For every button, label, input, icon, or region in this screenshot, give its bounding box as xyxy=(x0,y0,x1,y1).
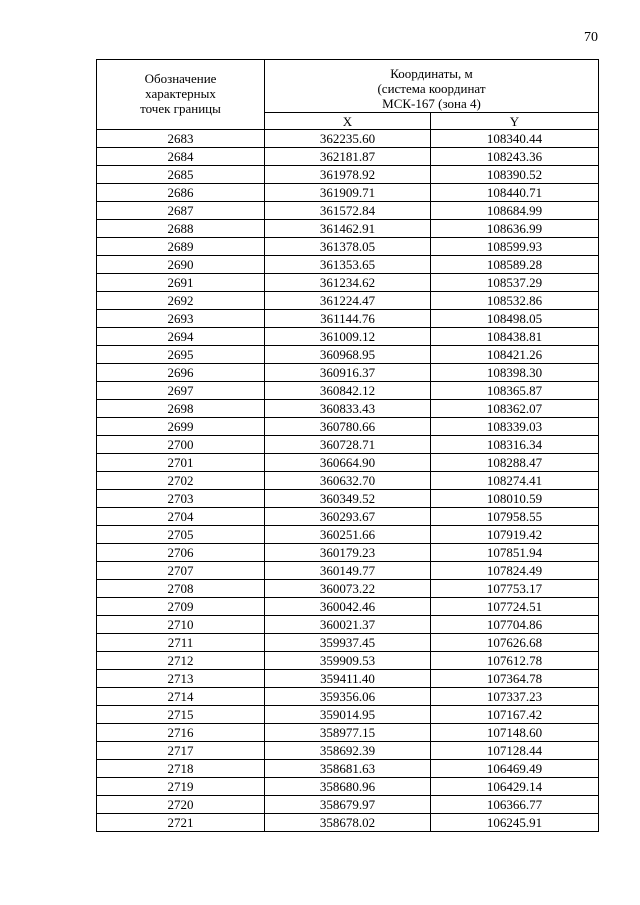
y-coordinate-cell: 108636.99 xyxy=(431,220,599,238)
x-coordinate-cell: 361224.47 xyxy=(265,292,431,310)
table-row xyxy=(97,778,599,796)
point-id-cell: 2695 xyxy=(97,346,265,364)
y-coordinate-cell: 106429.14 xyxy=(431,778,599,796)
x-coordinate-cell: 362235.60 xyxy=(265,130,431,148)
point-id-cell: 2721 xyxy=(97,814,265,832)
header-coords-line-1: Координаты, м xyxy=(390,66,473,82)
x-coordinate-cell: 361234.62 xyxy=(265,274,431,292)
point-id-cell: 2714 xyxy=(97,688,265,706)
x-coordinate-cell: 360842.12 xyxy=(265,382,431,400)
x-coordinate-cell: 360293.67 xyxy=(265,508,431,526)
point-id-cell: 2684 xyxy=(97,148,265,166)
table-body xyxy=(97,130,599,832)
table-row xyxy=(97,796,599,814)
point-id-cell: 2709 xyxy=(97,598,265,616)
x-coordinate-cell: 360916.37 xyxy=(265,364,431,382)
y-coordinate-cell: 108438.81 xyxy=(431,328,599,346)
table-row xyxy=(97,148,599,166)
x-coordinate-cell: 360968.95 xyxy=(265,346,431,364)
y-coordinate-cell: 108589.28 xyxy=(431,256,599,274)
table-row xyxy=(97,364,599,382)
x-coordinate-cell: 358692.39 xyxy=(265,742,431,760)
x-coordinate-cell: 359014.95 xyxy=(265,706,431,724)
table-row xyxy=(97,454,599,472)
x-coordinate-cell: 361978.92 xyxy=(265,166,431,184)
point-id-cell: 2715 xyxy=(97,706,265,724)
x-coordinate-cell: 360179.23 xyxy=(265,544,431,562)
y-coordinate-cell: 108288.47 xyxy=(431,454,599,472)
point-id-cell: 2708 xyxy=(97,580,265,598)
x-coordinate-cell: 361144.76 xyxy=(265,310,431,328)
table-row xyxy=(97,202,599,220)
point-id-cell: 2703 xyxy=(97,490,265,508)
y-coordinate-cell: 106245.91 xyxy=(431,814,599,832)
x-coordinate-cell: 359356.06 xyxy=(265,688,431,706)
table-row xyxy=(97,598,599,616)
table-row xyxy=(97,634,599,652)
point-id-cell: 2698 xyxy=(97,400,265,418)
x-coordinate-cell: 360073.22 xyxy=(265,580,431,598)
table-row xyxy=(97,274,599,292)
y-coordinate-cell: 107364.78 xyxy=(431,670,599,688)
y-coordinate-cell: 108537.29 xyxy=(431,274,599,292)
point-id-cell: 2706 xyxy=(97,544,265,562)
table-row xyxy=(97,706,599,724)
table-row xyxy=(97,346,599,364)
header-coords-line-2: (система координат xyxy=(377,81,486,97)
header-point-line-1: Обозначение xyxy=(144,71,217,87)
table-row xyxy=(97,436,599,454)
point-id-cell: 2689 xyxy=(97,238,265,256)
x-coordinate-cell: 360728.71 xyxy=(265,436,431,454)
point-id-cell: 2686 xyxy=(97,184,265,202)
y-coordinate-cell: 106366.77 xyxy=(431,796,599,814)
point-id-cell: 2702 xyxy=(97,472,265,490)
point-id-cell: 2705 xyxy=(97,526,265,544)
table-row xyxy=(97,418,599,436)
point-id-cell: 2692 xyxy=(97,292,265,310)
table-row xyxy=(97,616,599,634)
table-row xyxy=(97,760,599,778)
point-id-cell: 2700 xyxy=(97,436,265,454)
point-id-cell: 2697 xyxy=(97,382,265,400)
point-id-cell: 2707 xyxy=(97,562,265,580)
y-coordinate-cell: 108365.87 xyxy=(431,382,599,400)
point-id-cell: 2685 xyxy=(97,166,265,184)
x-coordinate-cell: 361572.84 xyxy=(265,202,431,220)
point-id-cell: 2720 xyxy=(97,796,265,814)
table-row xyxy=(97,292,599,310)
point-id-cell: 2688 xyxy=(97,220,265,238)
point-id-cell: 2718 xyxy=(97,760,265,778)
y-coordinate-cell: 107704.86 xyxy=(431,616,599,634)
point-id-cell: 2693 xyxy=(97,310,265,328)
x-coordinate-cell: 358678.02 xyxy=(265,814,431,832)
point-id-cell: 2704 xyxy=(97,508,265,526)
x-coordinate-cell: 361353.65 xyxy=(265,256,431,274)
y-coordinate-cell: 108274.41 xyxy=(431,472,599,490)
point-id-cell: 2717 xyxy=(97,742,265,760)
x-coordinate-cell: 361462.91 xyxy=(265,220,431,238)
coordinates-table xyxy=(96,59,599,832)
x-coordinate-cell: 360632.70 xyxy=(265,472,431,490)
header-coordinates xyxy=(265,60,599,113)
table-row xyxy=(97,166,599,184)
x-coordinate-cell: 358680.96 xyxy=(265,778,431,796)
x-coordinate-cell: 360149.77 xyxy=(265,562,431,580)
point-id-cell: 2696 xyxy=(97,364,265,382)
table-row xyxy=(97,382,599,400)
y-coordinate-cell: 108390.52 xyxy=(431,166,599,184)
x-coordinate-cell: 360664.90 xyxy=(265,454,431,472)
table-row xyxy=(97,328,599,346)
x-coordinate-cell: 359909.53 xyxy=(265,652,431,670)
x-coordinate-cell: 361909.71 xyxy=(265,184,431,202)
y-coordinate-cell: 107824.49 xyxy=(431,562,599,580)
y-coordinate-cell: 107128.44 xyxy=(431,742,599,760)
x-coordinate-cell: 358679.97 xyxy=(265,796,431,814)
table-row xyxy=(97,400,599,418)
point-id-cell: 2716 xyxy=(97,724,265,742)
y-coordinate-cell: 107851.94 xyxy=(431,544,599,562)
x-coordinate-cell: 360042.46 xyxy=(265,598,431,616)
table-row xyxy=(97,310,599,328)
x-coordinate-cell: 360021.37 xyxy=(265,616,431,634)
table-row xyxy=(97,472,599,490)
table-row xyxy=(97,526,599,544)
table-row xyxy=(97,220,599,238)
y-coordinate-cell: 107753.17 xyxy=(431,580,599,598)
y-coordinate-cell: 108243.36 xyxy=(431,148,599,166)
y-coordinate-cell: 108362.07 xyxy=(431,400,599,418)
y-coordinate-cell: 107337.23 xyxy=(431,688,599,706)
y-coordinate-cell: 107919.42 xyxy=(431,526,599,544)
y-coordinate-cell: 108532.86 xyxy=(431,292,599,310)
header-y: Y xyxy=(431,113,599,130)
header-x: X xyxy=(265,113,431,130)
point-id-cell: 2701 xyxy=(97,454,265,472)
y-coordinate-cell: 108010.59 xyxy=(431,490,599,508)
y-coordinate-cell: 108339.03 xyxy=(431,418,599,436)
x-coordinate-cell: 361378.05 xyxy=(265,238,431,256)
x-coordinate-cell: 360349.52 xyxy=(265,490,431,508)
header-point-designation xyxy=(97,60,265,130)
y-coordinate-cell: 106469.49 xyxy=(431,760,599,778)
table-row xyxy=(97,544,599,562)
x-coordinate-cell: 359937.45 xyxy=(265,634,431,652)
point-id-cell: 2683 xyxy=(97,130,265,148)
y-coordinate-cell: 107167.42 xyxy=(431,706,599,724)
y-coordinate-cell: 107724.51 xyxy=(431,598,599,616)
y-coordinate-cell: 107958.55 xyxy=(431,508,599,526)
table-row xyxy=(97,580,599,598)
table-row xyxy=(97,508,599,526)
header-point-line-2: характерных xyxy=(145,86,216,102)
x-coordinate-cell: 360780.66 xyxy=(265,418,431,436)
x-coordinate-cell: 362181.87 xyxy=(265,148,431,166)
table-row xyxy=(97,256,599,274)
table-row xyxy=(97,490,599,508)
point-id-cell: 2687 xyxy=(97,202,265,220)
x-coordinate-cell: 359411.40 xyxy=(265,670,431,688)
y-coordinate-cell: 108421.26 xyxy=(431,346,599,364)
table-row xyxy=(97,724,599,742)
y-coordinate-cell: 107148.60 xyxy=(431,724,599,742)
x-coordinate-cell: 361009.12 xyxy=(265,328,431,346)
table-row xyxy=(97,814,599,832)
table-row xyxy=(97,184,599,202)
table-row xyxy=(97,238,599,256)
point-id-cell: 2694 xyxy=(97,328,265,346)
y-coordinate-cell: 108440.71 xyxy=(431,184,599,202)
point-id-cell: 2719 xyxy=(97,778,265,796)
table-row xyxy=(97,670,599,688)
point-id-cell: 2710 xyxy=(97,616,265,634)
y-coordinate-cell: 108340.44 xyxy=(431,130,599,148)
y-coordinate-cell: 108599.93 xyxy=(431,238,599,256)
table-row xyxy=(97,130,599,148)
table-row xyxy=(97,742,599,760)
x-coordinate-cell: 358681.63 xyxy=(265,760,431,778)
point-id-cell: 2691 xyxy=(97,274,265,292)
y-coordinate-cell: 108316.34 xyxy=(431,436,599,454)
page-number: 70 xyxy=(584,30,598,45)
x-coordinate-cell: 360833.43 xyxy=(265,400,431,418)
y-coordinate-cell: 107612.78 xyxy=(431,652,599,670)
header-point-line-3: точек границы xyxy=(140,100,221,116)
table-row xyxy=(97,688,599,706)
x-coordinate-cell: 358977.15 xyxy=(265,724,431,742)
y-coordinate-cell: 108498.05 xyxy=(431,310,599,328)
table-row xyxy=(97,562,599,580)
point-id-cell: 2699 xyxy=(97,418,265,436)
table-row xyxy=(97,652,599,670)
y-coordinate-cell: 108398.30 xyxy=(431,364,599,382)
point-id-cell: 2711 xyxy=(97,634,265,652)
point-id-cell: 2713 xyxy=(97,670,265,688)
point-id-cell: 2712 xyxy=(97,652,265,670)
y-coordinate-cell: 107626.68 xyxy=(431,634,599,652)
x-coordinate-cell: 360251.66 xyxy=(265,526,431,544)
point-id-cell: 2690 xyxy=(97,256,265,274)
header-coords-line-3: МСК-167 (зона 4) xyxy=(382,96,481,112)
y-coordinate-cell: 108684.99 xyxy=(431,202,599,220)
